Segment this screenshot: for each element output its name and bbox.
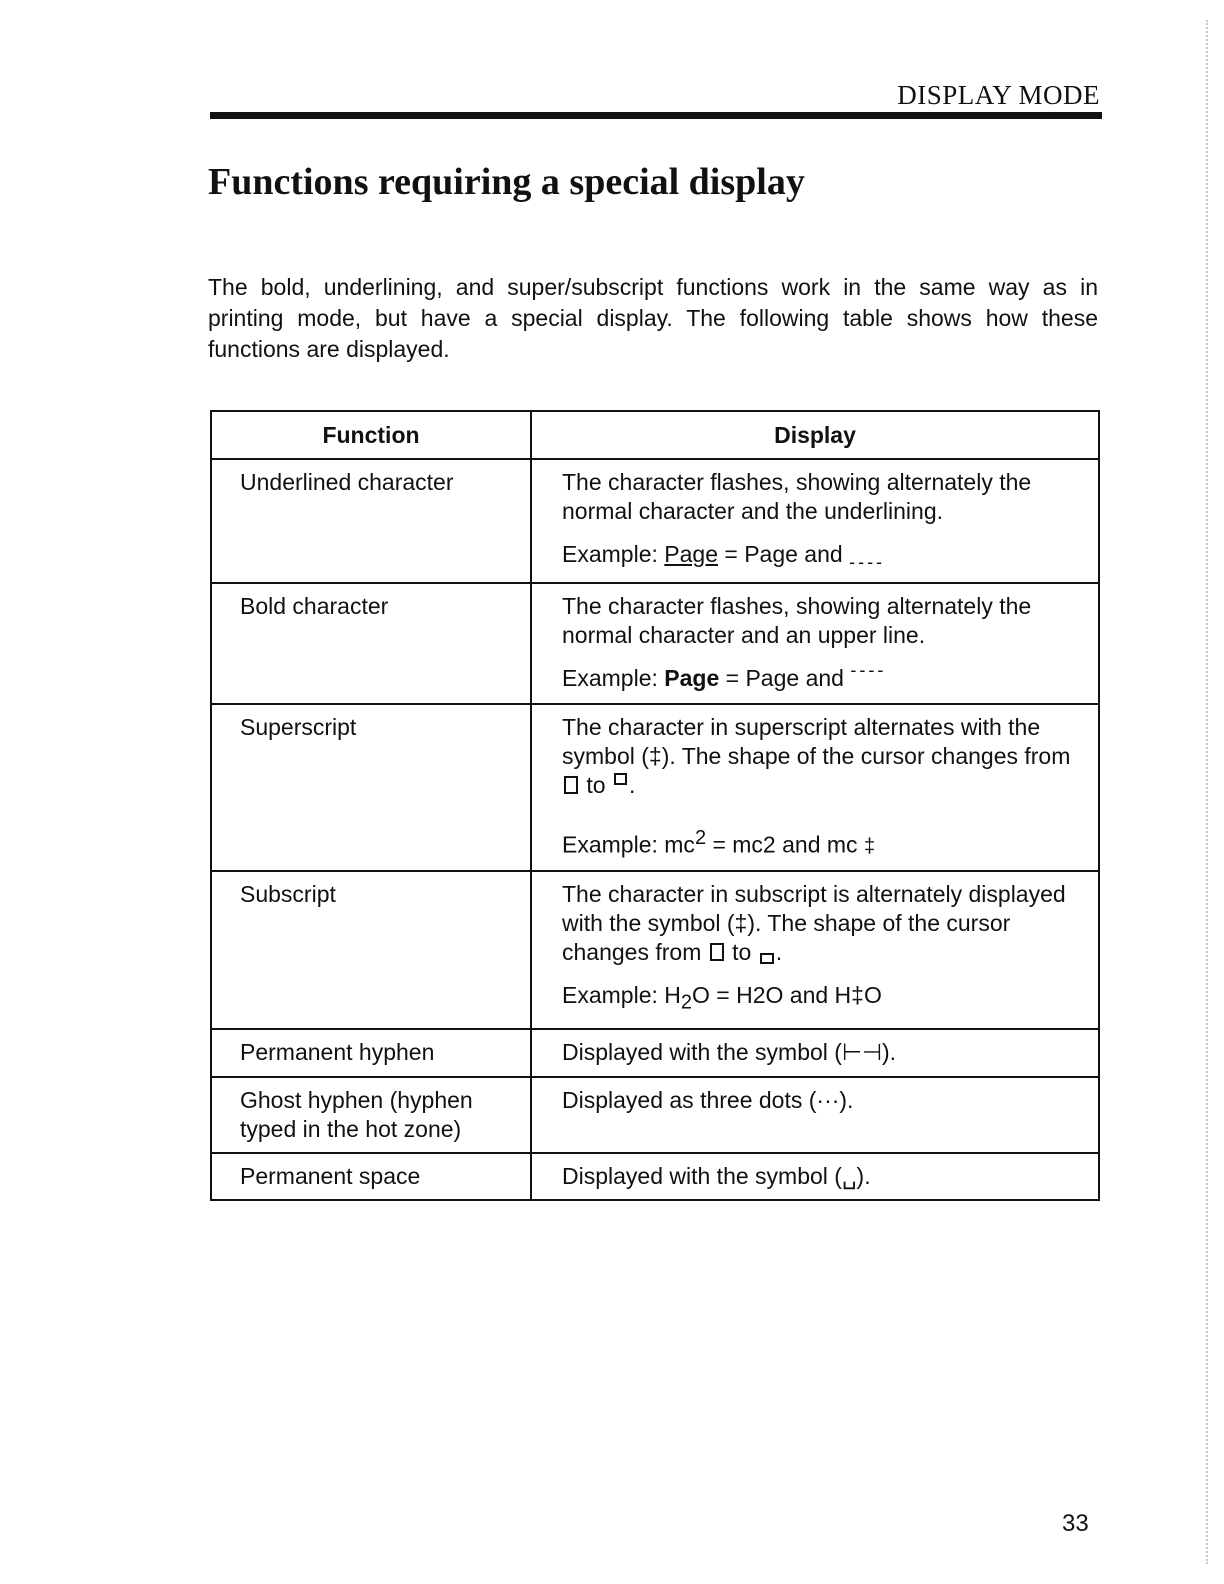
table-row	[211, 1077, 1099, 1153]
cursor-normal-icon	[564, 776, 578, 794]
function-cell: Superscript	[211, 704, 531, 871]
display-example: Example: $H_2O = H2O$ and H‡O	[562, 981, 882, 1014]
functions-table	[210, 410, 1100, 1201]
function-cell: Subscript	[211, 871, 531, 1029]
display-cell	[531, 459, 1099, 583]
function-cell: Ghost hyphen (hyphen typed in the hot zone)	[211, 1077, 531, 1153]
function-cell: Permanent space	[211, 1153, 531, 1200]
double-dagger-icon: ‡	[863, 835, 876, 858]
display-cell: Displayed as three dots (···).	[531, 1077, 1099, 1153]
table-row	[211, 1029, 1099, 1077]
display-description: The character in subscript is alternately displayed with the symbol (‡). The shape of the cursor changes from to .	[562, 880, 1066, 965]
table-header-row	[211, 411, 1099, 459]
display-cell	[531, 704, 1099, 871]
header-function: Function	[211, 411, 531, 459]
table-row	[211, 583, 1099, 704]
display-example: Example: Page = Page and $_{----}$	[562, 541, 886, 572]
display-cell: Displayed with the symbol (⊢⊣).	[531, 1029, 1099, 1077]
display-cell	[531, 583, 1099, 704]
upper-line-dashes: ----	[850, 660, 887, 680]
running-head: DISPLAY MODE	[897, 80, 1100, 110]
cursor-normal-icon	[710, 943, 724, 961]
cursor-superscript-icon	[614, 773, 627, 785]
table-row	[211, 459, 1099, 583]
function-cell: Bold character	[211, 583, 531, 704]
cursor-subscript-icon	[760, 953, 774, 964]
display-description: The character flashes, showing alternately the normal character and the underlining.	[562, 469, 1032, 524]
page-number: 33	[1062, 1510, 1089, 1537]
display-example: Example: Page = Page and ----	[562, 660, 887, 691]
function-cell: Underlined character	[211, 459, 531, 583]
bold-word: Page	[664, 665, 720, 691]
underlined-word: Page	[664, 541, 718, 567]
header-display: Display	[531, 411, 1099, 459]
underline-dashes: ----	[849, 552, 886, 572]
function-cell: Permanent hyphen	[211, 1029, 531, 1077]
page-title: Functions requiring a special display	[208, 161, 805, 203]
table-row	[211, 871, 1099, 1029]
display-cell: Displayed with the symbol (␣).	[531, 1153, 1099, 1200]
table-row	[211, 1153, 1099, 1200]
header-rule	[210, 112, 1102, 119]
intro-paragraph: The bold, underlining, and super/subscript functions work in the same way as in printing mode, but have a special display. The following table shows how these functions are displayed.	[208, 274, 1098, 362]
margin-dot-line	[1206, 20, 1210, 1564]
table-row	[211, 704, 1099, 871]
display-description: The character in superscript alternates with the symbol (‡). The shape of the cursor changes from to .	[562, 714, 1071, 798]
display-example: Example: $mc^2 = mc2$ and mc ‡	[562, 827, 876, 858]
display-description: The character flashes, showing alternately the normal character and an upper line.	[562, 593, 1032, 648]
display-cell	[531, 871, 1099, 1029]
